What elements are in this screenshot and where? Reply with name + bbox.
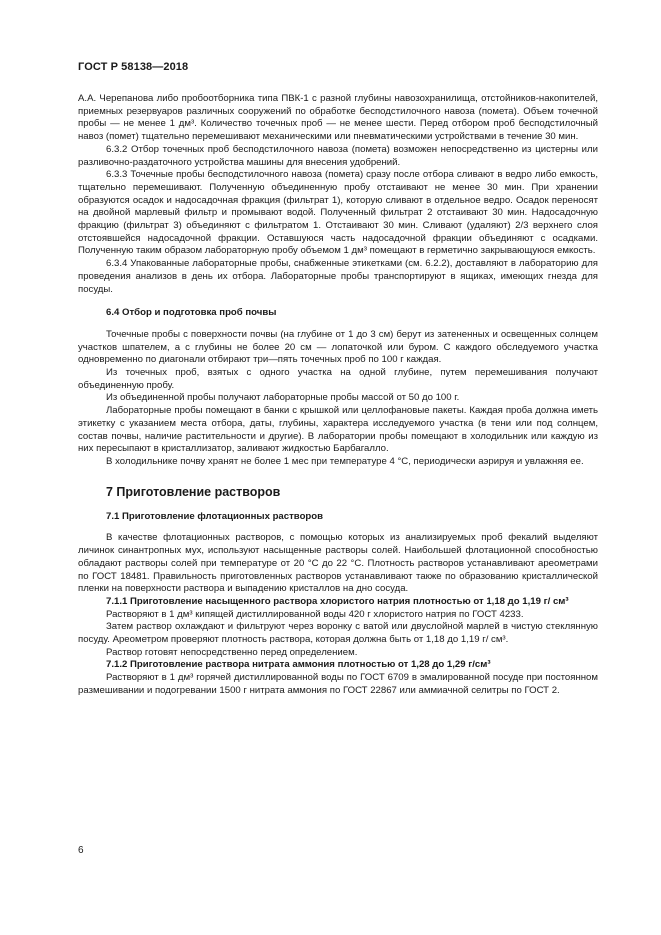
paragraph-soil-2: Из точечных проб, взятых с одного участка на одной глубине, путем перемешивания получают объединенную пробу. — [78, 367, 598, 391]
document-body — [78, 93, 598, 698]
page-number: 6 — [78, 845, 84, 856]
paragraph-soil-3: Из объединенной пробы получают лабораторные пробы массой от 50 до 100 г. — [106, 392, 460, 404]
heading-7-1: 7.1 Приготовление флотационных растворов — [106, 510, 324, 522]
paragraph-7-1-1-b: Затем раствор охлаждают и фильтруют через воронку с ватой или двуслойной марлей в чистую стеклянную посуду. Ареометром проверяют плотность раствора, которая должна быть от 1,18 до 1,19 г/ см³. — [78, 621, 598, 646]
paragraph-7-1-1-a: Растворяют в 1 дм³ кипящей дистиллированной воды 420 г хлористого натрия по ГОСТ 4233. — [106, 608, 524, 620]
paragraph-soil-4: Лабораторные пробы помещают в банки с крышкой или целлофановые пакеты. Каждая проба должна иметь этикетку с указанием места отбора, даты, глубины, характера исследуемого участка (в тени или под солнцем, состав почвы, наличие растительности и другие). В лаборатории пробы помещают в холодильник или каждую из них пересыпают в кристаллизатор, заливают жидкостью Барбагалло. — [78, 405, 598, 455]
paragraph-6-3-4: 6.3.4 Упакованные лабораторные пробы, снабженные этикетками (см. 6.2.2), доставляют в лабораторию для проведения анализов в день их отбора. Лабораторные пробы транспортируют в ящиках, имеющих гнезда для посуды. — [78, 258, 598, 295]
heading-6-4: 6.4 Отбор и подготовка проб почвы — [106, 307, 277, 319]
paragraph-7-1-1-c: Раствор готовят непосредственно перед определением. — [106, 646, 358, 658]
heading-7-1-1: 7.1.1 Приготовление насыщенного раствора хлористого натрия плотностью от 1,18 до 1,19 г/ см³ — [106, 595, 569, 607]
paragraph-soil-5: В холодильнике почву хранят не более 1 мес при температуре 4 °С, периодически аэрируя и увлажняя ее. — [106, 455, 584, 467]
heading-section-7: 7 Приготовление растворов — [106, 484, 281, 499]
paragraph-soil-1: Точечные пробы с поверхности почвы (на глубине от 1 до 3 см) берут из затененных и освещенных солнцем участков шпателем, а с глубины не более 20 см — лопаточкой или буром. С каждого обследуемого участка одновременно по диагонали отбирают три—пять точечных проб по 100 г каждая. — [78, 328, 598, 366]
document-code-header: ГОСТ Р 58138—2018 — [78, 61, 189, 73]
paragraph-6-3-3: 6.3.3 Точечные пробы бесподстилочного навоза (помета) сразу после отбора сливают в ведро либо емкость, тщательно перемешивают. Полученную объединенную пробу отстаивают не менее 30 мин. При хранении образуются осадок и надосадочная фракция (фильтрат 1), которую сливают в отдельное ведро. Осадок переносят на двойной марлевый фильтр и промывают водой. Полученный фильтрат 2 отстаивают 30 мин. Надосадочную фракцию (фильтрат 3) объединяют с фильтратом 1. Отстаивают 30 мин. Сливают (удаляют) 2/3 верхнего слоя отстоявшейся надосадочной фракции. Оставшуюся часть надосадочной фракции объединяют с осадками. Полученную таким образом лабораторную пробу объемом 1 дм³ помещают в герметично закрывающуюся емкость. — [78, 169, 598, 257]
heading-7-1-2: 7.1.2 Приготовление раствора нитрата аммония плотностью от 1,28 до 1,29 г/см³ — [106, 659, 491, 671]
paragraph-7-1-2-a: Растворяют в 1 дм³ горячей дистиллированной воды по ГОСТ 6709 в эмалированной посуде при постоянном размешивании и подогревании 1500 г нитрата аммония по ГОСТ 22867 или аммиачной селитры по ГОСТ 2. — [78, 672, 598, 696]
paragraph-continuation: А.А. Черепанова либо пробоотборника типа ПВК-1 с разной глубины навозохранилища, отстойников-накопителей, приемных резервуаров различных сооружений по обработке бесподстилочного навоза (помета). Объем точечной пробы — не менее 1 дм³. Количество точечных проб — не менее шести. Перед отбором проб бесподстилочный навоз (помет) тщательно перемешивают механическими или пневматическими устройствами в течение 30 мин. — [78, 93, 598, 143]
paragraph-flotation: В качестве флотационных растворов, с помощью которых из анализируемых проб фекалий выделяют личинок синантропных мух, используют насыщенные растворы солей. Наибольшей флотационной способностью обладают растворы солей при температуре от 20 °С до 22 °С. Плотность растворов устанавливают ареометрами по ГОСТ 18481. Правильность приготовленных растворов устанавливают также по образованию кристаллической пленки на поверхности раствора и выпадению кристаллов на дно сосуда. — [78, 532, 598, 595]
paragraph-6-3-2: 6.3.2 Отбор точечных проб бесподстилочного навоза (помета) возможен непосредственно из цистерны или разливочно-раздаточного устройства машины для внесения удобрений. — [78, 143, 598, 168]
